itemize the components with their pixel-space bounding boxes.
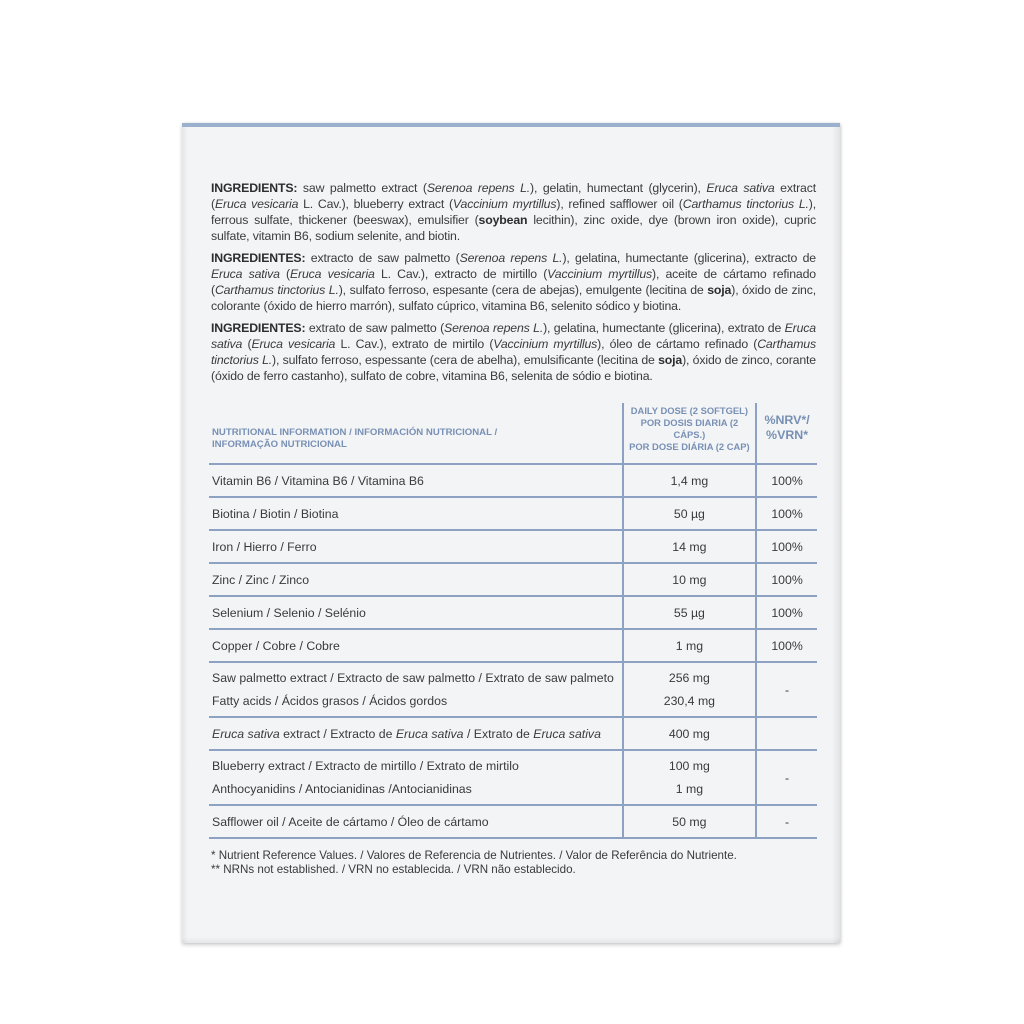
nutrient-nrv [756, 717, 817, 750]
nutrient-nrv: 100% [756, 629, 817, 662]
nutrient-dose: 400 mg [623, 717, 756, 750]
table-row [209, 805, 817, 838]
nutrient-name: Selenium / Selenio / Selénio [209, 596, 623, 629]
nutrient-name: Biotina / Biotin / Biotina [209, 497, 623, 530]
nutrition-table [209, 403, 817, 839]
ingredients-label: INGREDIENTS: [211, 181, 298, 196]
nutrient-nrv: 100% [756, 563, 817, 596]
nutrient-dose: 10 mg [623, 563, 756, 596]
footnote-vrn: ** NRNs not established. / VRN no establecida. / VRN não establecido. [211, 863, 576, 877]
nutrient-dose: 50 µg [623, 497, 756, 530]
ingredients-english: INGREDIENTS: saw palmetto extract (Serenoa repens L.), gelatin, humectant (glycerin), Eruca sativa extract (Eruca vesicaria L. Cav.), blueberry extract (Vaccinium myrtillus), refined safflower oil (Carthamus tinctorius L.), ferrous sulfate, thickener (beeswax), emulsifier (soybean lecithin), zinc oxide, dye (brown iron oxide), cupric sulfate, vitamin B6, sodium selenite, and biotin. [211, 181, 817, 243]
ingredients-portuguese: INGREDIENTES: extrato de saw palmetto (Serenoa repens L.), gelatina, humectante (glicerina), extrato de Eruca sativa (Eruca vesicaria L. Cav.), extrato de mirtilo (Vaccinium myrtillus), óleo de cártamo refinado (Carthamus tinctorius L.), sulfato ferroso, espessante (cera de abelha), emulsificante (lecitina de soja), óxido de zinco, corante (óxido de ferro castanho), sulfato de cobre, vitamina B6, selenita de sódio e biotina. [211, 321, 816, 383]
ingredients-label: INGREDIENTES: [211, 321, 306, 336]
nutrient-name: Vitamin B6 / Vitamina B6 / Vitamina B6 [209, 464, 623, 497]
ingredients-spanish: INGREDIENTES: extracto de saw palmetto (Serenoa repens L.), gelatina, humectante (glicerina), extracto de Eruca sativa (Eruca vesicaria L. Cav.), extracto de mirtillo (Vaccinium myrtillus), aceite de cártamo refinado (Carthamus tinctorius L.), sulfato ferroso, espesante (cera de abejas), emulgente (lecitina de soja), óxido de zinc, colorante (óxido de hierro marrón), sulfato cúprico, vitamina B6, selenito sódico y biotina. [211, 251, 816, 313]
nutrient-dose: 14 mg [623, 530, 756, 563]
nutrient-nrv: - [756, 750, 817, 805]
table-row [209, 596, 817, 629]
nutrient-nrv: 100% [756, 530, 817, 563]
table-row [209, 629, 817, 662]
nutrient-dose: 1 mg [623, 629, 756, 662]
header-daily-dose: DAILY DOSE (2 SOFTGEL) POR DOSIS DIARIA (2 CÁPS.) POR DOSE DIÁRIA (2 CAP) [623, 403, 756, 464]
table-row [209, 497, 817, 530]
nutrient-name: Iron / Hierro / Ferro [209, 530, 623, 563]
table-row [209, 464, 817, 497]
nutrient-dose: 256 mg 230,4 mg [623, 662, 756, 717]
table-row [209, 662, 817, 717]
table-row [209, 530, 817, 563]
nutrient-name: Safflower oil / Aceite de cártamo / Óleo de cártamo [209, 805, 623, 838]
nutrient-nrv: 100% [756, 464, 817, 497]
header-nrv: %NRV*/ %VRN* [756, 403, 817, 464]
nutrition-table-body [209, 464, 817, 838]
nutrient-nrv: 100% [756, 497, 817, 530]
nutrient-nrv: - [756, 662, 817, 717]
nutrient-nrv: 100% [756, 596, 817, 629]
table-row [209, 563, 817, 596]
nutrient-name: Copper / Cobre / Cobre [209, 629, 623, 662]
ingredients-label: INGREDIENTES: [211, 251, 306, 266]
nutrient-nrv: - [756, 805, 817, 838]
nutrient-name: Blueberry extract / Extracto de mirtillo / Extrato de mirtilo Anthocyanidins / Antocianidinas /Antocianidinas [209, 750, 623, 805]
nutrient-dose: 55 µg [623, 596, 756, 629]
footnote-nrv: * Nutrient Reference Values. / Valores de Referencia de Nutrientes. / Valor de Referência do Nutriente. [211, 849, 737, 862]
nutrient-dose: 100 mg 1 mg [623, 750, 756, 805]
table-row [209, 750, 817, 805]
table-row [209, 717, 817, 750]
nutrient-name: Eruca sativa extract / Extracto de Eruca sativa / Extrato de Eruca sativa [209, 717, 623, 750]
nutrient-name: Zinc / Zinc / Zinco [209, 563, 623, 596]
footnotes [211, 849, 737, 877]
header-nutritional-information: NUTRITIONAL INFORMATION / INFORMACIÓN NUTRICIONAL / INFORMAÇÃO NUTRICIONAL [209, 403, 623, 464]
nutrition-table-header [209, 403, 817, 464]
nutrient-name: Saw palmetto extract / Extracto de saw palmetto / Extrato de saw palmeto Fatty acids / Ácidos grasos / Ácidos gordos [209, 662, 623, 717]
nutrient-dose: 50 mg [623, 805, 756, 838]
nutrient-dose: 1,4 mg [623, 464, 756, 497]
